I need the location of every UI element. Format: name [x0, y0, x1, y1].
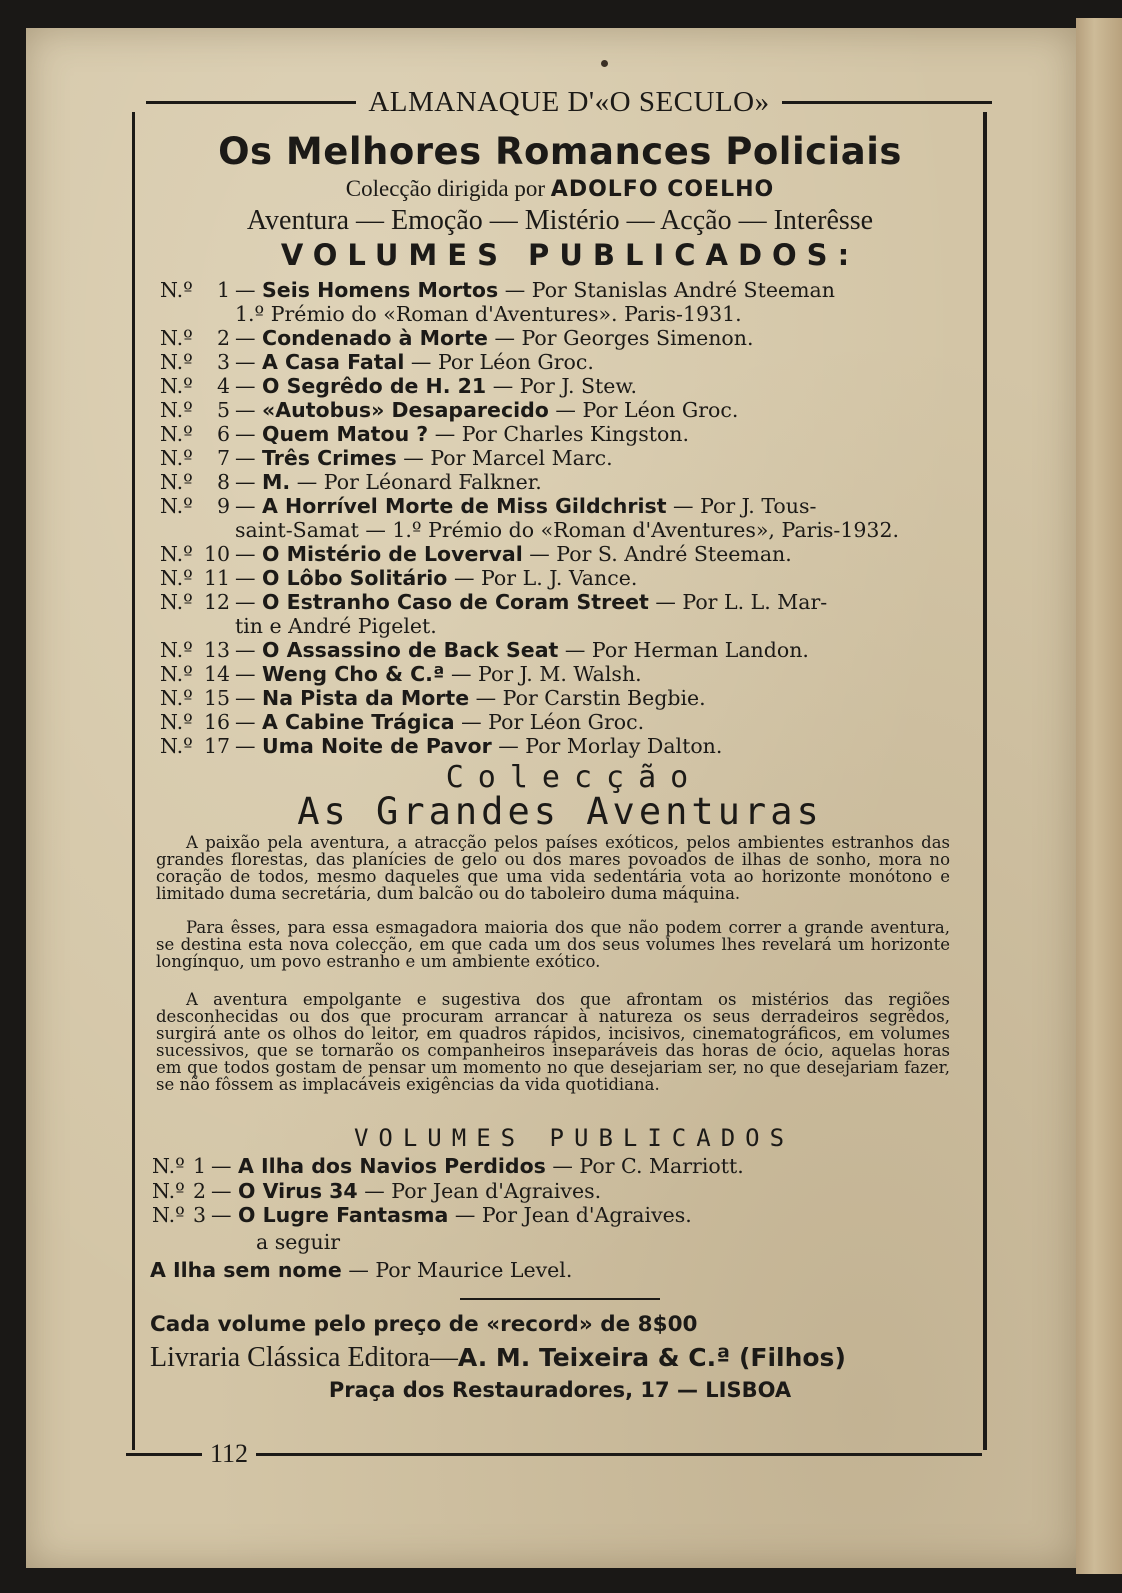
volumes-heading: VOLUMES PUBLICADOS: [280, 238, 860, 272]
item-number: 1 [216, 278, 230, 302]
item-body: — O Segrêdo de H. 21 — Por J. Stew. [235, 374, 638, 398]
item-author: — Por L. L. Mar- [655, 590, 828, 614]
item-prefix: N.º [152, 1203, 185, 1227]
item-body: — Na Pista da Morte — Por Carstin Begbie. [235, 686, 706, 710]
publisher-line [150, 1342, 846, 1374]
item-prefix: N.º [160, 374, 193, 398]
item-title: A Casa Fatal [262, 350, 405, 374]
item-number: 3 [216, 350, 230, 374]
item-title: M. [262, 470, 291, 494]
item-title: «Autobus» Desaparecido [262, 398, 549, 422]
item-author: — Por J. Stew. [492, 374, 638, 398]
item-author: — Por J. M. Walsh. [451, 662, 642, 686]
item-prefix: N.º [160, 734, 193, 758]
item-prefix: N.º [160, 350, 193, 374]
item-number: 7 [216, 446, 230, 470]
item-continuation: saint-Samat — 1.º Prémio do «Roman d'Aventures», Paris-1932. [235, 518, 900, 542]
page-footer [126, 1434, 982, 1474]
item-prefix: N.º [160, 542, 193, 566]
item-prefix: N.º [160, 662, 193, 686]
item-title: O Mistério de Loverval [262, 542, 523, 566]
list-item [152, 1203, 972, 1228]
collection-title: As Grandes Aventuras [297, 790, 823, 833]
item-author: — Por L. J. Vance. [453, 566, 638, 590]
item-continuation: 1.º Prémio do «Roman d'Aventures». Paris-1931. [235, 302, 742, 326]
address-line: Praça dos Restauradores, 17 — LISBOA [328, 1378, 792, 1402]
item-number: 15 [204, 686, 231, 710]
list-item [160, 710, 980, 734]
item-author: — Por Léon Groc. [555, 398, 739, 422]
item-body: — A Casa Fatal — Por Léon Groc. [235, 350, 594, 374]
collection-label: Colecção [445, 760, 703, 795]
item-body: — Três Crimes — Por Marcel Marc. [235, 446, 613, 470]
item-body: — A Ilha dos Navios Perdidos — Por C. Marriott. [211, 1154, 744, 1178]
item-author: — Por Herman Landon. [564, 638, 809, 662]
list-item [152, 1154, 972, 1179]
item-title: O Lugre Fantasma [238, 1203, 449, 1227]
item-number: 9 [216, 494, 230, 518]
item-number: 6 [216, 422, 230, 446]
item-author: — Por Georges Simenon. [494, 326, 754, 350]
item-prefix: N.º [160, 326, 193, 350]
adjacent-page-edge [1076, 18, 1122, 1574]
item-number: 3 [192, 1203, 206, 1227]
item-prefix: N.º [160, 422, 193, 446]
item-body: — Seis Homens Mortos — Por Stanislas André Steeman 1.º Prémio do «Roman d'Aventures». Paris-1931. [235, 278, 980, 326]
item-body: — Uma Noite de Pavor — Por Morlay Dalton. [235, 734, 723, 758]
tagline: Aventura — Emoção — Mistério — Acção — Interêsse [246, 205, 874, 236]
item-title: O Assassino de Back Seat [262, 638, 559, 662]
item-author: — Por C. Marriott. [552, 1154, 744, 1178]
item-author: — Por Carstin Begbie. [475, 686, 706, 710]
item-author: — Por J. Tous- [673, 494, 817, 518]
item-author: — Por Marcel Marc. [403, 446, 613, 470]
list-item [160, 446, 980, 470]
list-item [160, 566, 980, 590]
subtitle-prefix: Colecção dirigida por [345, 176, 546, 201]
ink-dot [601, 60, 608, 67]
page-number: 112 [210, 1439, 249, 1468]
item-body: — O Lugre Fantasma — Por Jean d'Agraives. [211, 1203, 692, 1227]
item-title: Três Crimes [262, 446, 397, 470]
item-body: — O Mistério de Loverval — Por S. André Steeman. [235, 542, 792, 566]
list-item [160, 398, 980, 422]
volumes-list [160, 278, 980, 758]
item-number: 11 [204, 566, 231, 590]
item-title: Weng Cho & C.ª [262, 662, 445, 686]
item-prefix: N.º [160, 278, 193, 302]
item-body: — A Cabine Trágica — Por Léon Groc. [235, 710, 645, 734]
item-title: Condenado à Morte [262, 326, 488, 350]
item-number: 2 [216, 326, 230, 350]
list-item [160, 734, 980, 758]
collection-volumes-list [152, 1154, 972, 1228]
next-label: a seguir [256, 1230, 341, 1254]
publisher-name: A. M. Teixeira & C.ª (Filhos) [457, 1343, 846, 1372]
item-number: 16 [204, 710, 231, 734]
subtitle [150, 176, 970, 202]
item-body: — O Estranho Caso de Coram Street — Por L. L. Mar- tin e André Pigelet. [235, 590, 980, 638]
list-item [160, 494, 980, 542]
item-author: — Por Morlay Dalton. [498, 734, 723, 758]
item-number: 1 [192, 1154, 206, 1178]
item-body: — Condenado à Morte — Por Georges Simenon. [235, 326, 754, 350]
item-prefix: N.º [160, 398, 193, 422]
page-title: Os Melhores Romances Policiais [218, 130, 902, 173]
item-author: — Por Léonard Falkner. [296, 470, 542, 494]
list-item [160, 662, 980, 686]
price-line: Cada volume pelo preço de «record» de 8$00 [150, 1312, 698, 1337]
item-number: 13 [204, 638, 231, 662]
list-item [160, 278, 980, 326]
item-body: — O Assassino de Back Seat — Por Herman Landon. [235, 638, 809, 662]
paragraph-1: A paixão pela aventura, a atracção pelos países exóticos, pelos ambientes estranhos das grandes florestas, das planícies de gelo ou dos mares povoados de ilhas de sonho, mora no coração de todos, mesmo daqueles que uma vida sedentária vota ao horizonte monótono e limitado duma secretária, dum balcão ou do taboleiro duma máquina. [156, 833, 950, 903]
item-body: — «Autobus» Desaparecido — Por Léon Groc. [235, 398, 739, 422]
list-item [160, 542, 980, 566]
item-author: — Por Charles Kingston. [434, 422, 690, 446]
item-body: — M. — Por Léonard Falkner. [235, 470, 542, 494]
item-number: 10 [204, 542, 231, 566]
next-volume-title: A Ilha sem nome [150, 1258, 342, 1282]
item-author: — Por Léon Groc. [461, 710, 645, 734]
list-item [160, 590, 980, 638]
item-author: — Por Jean d'Agraives. [364, 1178, 602, 1203]
item-prefix: N.º [160, 686, 193, 710]
item-title: O Estranho Caso de Coram Street [262, 590, 649, 614]
header-rule-right [782, 101, 992, 104]
item-prefix: N.º [160, 470, 193, 494]
item-title: A Ilha dos Navios Perdidos [238, 1154, 546, 1178]
item-title: Na Pista da Morte [262, 686, 470, 710]
next-volume-author: — Por Maurice Level. [348, 1258, 573, 1282]
list-item [160, 422, 980, 446]
item-prefix: N.º [160, 446, 193, 470]
item-body: — Weng Cho & C.ª — Por J. M. Walsh. [235, 662, 642, 686]
item-number: 5 [216, 398, 230, 422]
item-number: 8 [216, 470, 230, 494]
header-rule-left [146, 101, 356, 104]
item-number: 4 [216, 374, 230, 398]
item-prefix: N.º [160, 590, 193, 614]
item-continuation: tin e André Pigelet. [235, 614, 437, 638]
item-title: A Cabine Trágica [262, 710, 455, 734]
list-item [160, 374, 980, 398]
item-body: — A Horrível Morte de Miss Gildchrist — Por J. Tous- saint-Samat — 1.º Prémio do «Roman d'Aventures», Paris-1932. [235, 494, 980, 542]
list-item [160, 326, 980, 350]
item-prefix: N.º [160, 566, 193, 590]
director-name: ADOLFO COELHO [550, 177, 775, 202]
header-text: ALMANAQUE D'«O SECULO» [368, 85, 770, 118]
collection-volumes-heading: VOLUMES PUBLICADOS [353, 1124, 795, 1152]
separator-rule [460, 1298, 660, 1300]
item-number: 17 [204, 734, 231, 758]
item-prefix: N.º [152, 1154, 185, 1178]
item-title: Quem Matou ? [262, 422, 429, 446]
footer-rule-left [126, 1453, 202, 1456]
item-author: — Por Jean d'Agraives. [454, 1203, 692, 1227]
item-body: — O Lôbo Solitário — Por L. J. Vance. [235, 566, 638, 590]
item-body: — O Virus 34 — Por Jean d'Agraives. [211, 1178, 602, 1203]
item-title: O Virus 34 [238, 1178, 358, 1203]
list-item [160, 350, 980, 374]
item-prefix: N.º [160, 710, 193, 734]
item-number: 2 [192, 1178, 206, 1203]
item-title: Seis Homens Mortos [262, 278, 499, 302]
list-item [160, 470, 980, 494]
item-title: A Horrível Morte de Miss Gildchrist [262, 494, 667, 518]
item-title: O Lôbo Solitário [262, 566, 448, 590]
item-number: 14 [204, 662, 231, 686]
list-item [152, 1179, 972, 1204]
item-author: — Por S. André Steeman. [529, 542, 792, 566]
paragraph-3: A aventura empolgante e sugestiva dos que afrontam os mistérios das regiões desconhecidas ou dos que procuram arrancar à natureza os seus derradeiros segrêdos, surgirá ante os olhos do leitor, em quadros rápidos, incisivos, cinematográficos, em volumes sucessivos, que se tornarão os companheiros inseparáveis das horas de ócio, aquelas horas em que todos gostam de pensar um momento no que desejariam ser, no que desejariam fazer, se não fôssem as implacáveis exigências da vida quotidiana. [156, 990, 950, 1094]
paragraph-2: Para êsses, para essa esmagadora maioria dos que não podem correr a grande aventura, se destina esta nova colecção, em que cada um dos seus volumes lhes revelará um horizonte longínquo, um povo estranho e um ambiente exótico. [156, 918, 950, 971]
item-prefix: N.º [160, 638, 193, 662]
item-author: — Por Léon Groc. [410, 350, 594, 374]
item-prefix: N.º [152, 1178, 185, 1203]
item-number: 12 [204, 590, 231, 614]
publisher-prefix: Livraria Clássica Editora— [150, 1342, 458, 1373]
list-item [160, 686, 980, 710]
item-title: Uma Noite de Pavor [262, 734, 492, 758]
item-title: O Segrêdo de H. 21 [262, 374, 487, 398]
next-volume [150, 1258, 572, 1282]
footer-rule-right [256, 1453, 982, 1456]
item-body: — Quem Matou ? — Por Charles Kingston. [235, 422, 690, 446]
list-item [160, 638, 980, 662]
item-author: — Por Stanislas André Steeman [504, 278, 835, 302]
item-prefix: N.º [160, 494, 193, 518]
